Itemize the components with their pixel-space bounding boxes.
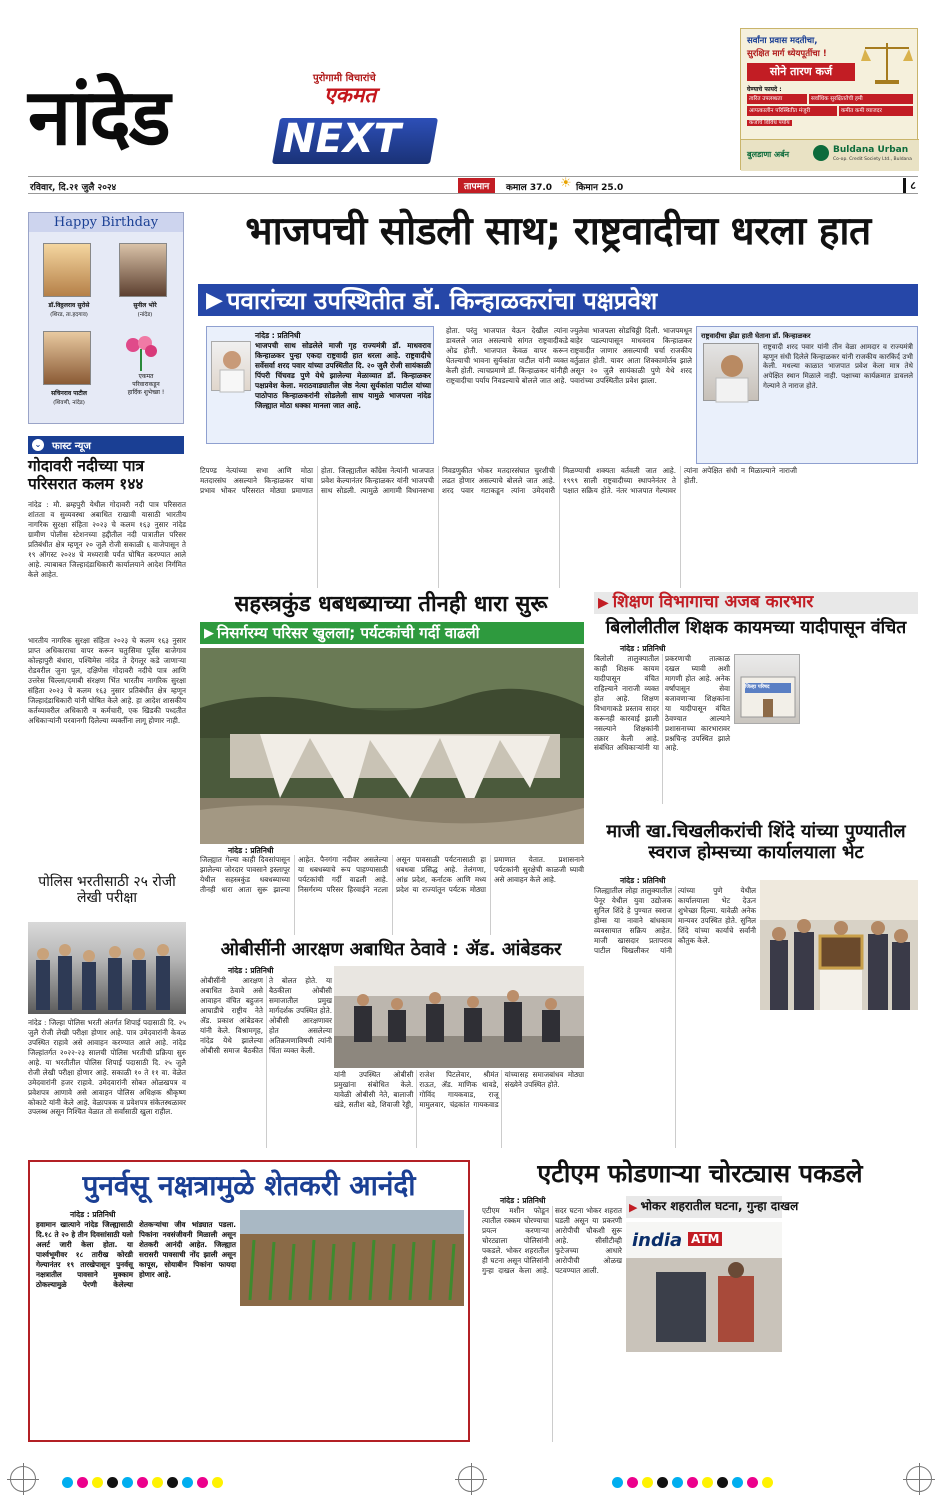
edu-body: बिलोली तालुक्यातील काही शिक्षक कायम यादीपासून वंचित राहिल्याने नाराजी व्यक्त होत आहे. शिक्षण विभागाकडे प्रस्ताव सादर करूनही कारवाई झाली नसल्याने शिक्षकांनी तक्रार केली आहे. संबंधित अधिकाऱ्यांनी या प्रकरणाची तात्काळ दखल घ्यावी अशी मागणी होत आहे. अनेक वर्षांपासून सेवा बजावणाऱ्या शिक्षकांना या यादीपासून वंचित ठेवण्यात आल्याने प्रशासनाच्या कारभारावर प्रश्नचिन्ह उपस्थित झाले आहे.	[594, 654, 730, 753]
lead-subhead: पवारांच्या उपस्थितीत डॉ. किन्हाळकरांचा पक्षप्रवेश	[226, 286, 658, 315]
date-strip	[28, 176, 918, 194]
temp-max: कमाल 37.0	[506, 183, 553, 193]
birthday-title: Happy Birthday	[29, 213, 183, 232]
flower-icon	[121, 335, 161, 371]
byline: नांदेड : प्रतिनिधी	[228, 846, 274, 855]
temp-label: तापमान	[458, 178, 495, 193]
waterfall-photo	[200, 648, 584, 844]
bank-name-en: Buldana Urban	[833, 145, 909, 155]
atm-sign-label: ATM	[688, 1232, 722, 1246]
ad-line2: सुरक्षित मार्ग ध्येयपूर्तीचा !	[747, 49, 827, 59]
avatar	[43, 331, 91, 385]
person-place: (शिवणी, नांदेड)	[53, 400, 85, 406]
triangle-icon: ▶	[206, 287, 223, 313]
print-color-bar	[0, 1464, 945, 1494]
registration-mark-icon	[458, 1466, 484, 1492]
ad-line1: सर्वांना प्रवास मदतीचा,	[747, 36, 818, 46]
person-place: (शिरड, ता.हदगाव)	[50, 312, 88, 318]
byline: नांदेड : प्रतिनिधी	[620, 876, 666, 885]
kinhalkar-photo	[703, 343, 759, 401]
obc-body: ओबीसींनी आरक्षण अबाधित ठेवावे असे आवाहन वंचित बहुजन आघाडीचे राष्ट्रीय नेते ॲड. प्रकाश आंबेडकर यांनी केले. विश्रामगृह, नांदेड येथे झालेल्या ओबीसी समाज बैठकीत ते बोलत होते. या बैठकीला ओबीसी समाजातील प्रमुख मार्गदर्शक उपस्थित होते. ओबीसी आरक्षणावर होत असलेल्या अतिक्रमणाविषयी त्यांनी चिंता व्यक्त केली.	[200, 976, 332, 1055]
triangle-icon: ▶	[204, 625, 214, 641]
ad-benefit-3: आपत्कालीन परिस्थितीत मंजुरी	[747, 106, 837, 116]
edu-label: शिक्षण विभागाचा अजब कारभार	[612, 592, 814, 613]
lead-intro-box	[206, 326, 434, 444]
birthday-box	[28, 212, 184, 424]
obc-photo	[334, 966, 584, 1068]
wish-line: परिवाराकडून	[132, 380, 160, 388]
person-name: डॉ.विठ्ठलराव सुरोसे	[48, 302, 90, 309]
godavari-body: भारतीय नागरिक सुरक्षा संहिता २०२३ चे कलम १६३ नुसार प्राप्त अधिकाराचा वापर करून चतुःसिमा पूर्वेस बाजेगाव कोल्हापुरी बंधारा, पश्चिमेस नांदेड ते देगलूर कडे जाणाऱ्या रोडवरील जुना पूल, दक्षिणेस गोदावरी नदीचे पात्र आणि उत्तरेस चिल्ला/दमाबी संरक्षण भिंत भारतीय नागरिक सुरक्षा संहिता २०२३ चे कलम १६३ नुसार प्रतिबंधीत क्षेत्र म्हणून जिल्हादंडाधिकारी यांनी घोषित केले आहे. हा आदेश शासकीय कर्तव्यावरील अधिकारी व कर्मचारी, एक खिडकी पध्दतीत अधिकाऱ्यांनी परवानगी दिलेल्या व्यक्तींना लागू होणार नाही.	[28, 636, 186, 725]
sun-icon: ☀	[560, 176, 572, 191]
bank-name-mr: बुलडाणा अर्बन	[747, 150, 790, 159]
tagline-brand: एकमत	[324, 83, 377, 107]
ad-benefit-4: कमीत कमी व्याजदर	[839, 106, 913, 116]
godavari-headline: गोदावरी नदीच्या पात्र परिसरात कलम १४४	[28, 457, 145, 493]
masthead-title: नांदेड	[28, 73, 169, 163]
bank-logo-icon	[813, 145, 829, 161]
byline: नांदेड : प्रतिनिधी	[620, 644, 666, 653]
farmers-lead: हवामान खात्याने नांदेड जिल्ह्यासाठी दि.१८ ते २० हे तीन दिवसांसाठी यलो अलर्ट जारी केला होता. या पार्श्वभूमीवर १८ तारीख कोरडी गेल्यानंतर १९ तारखेपासून पुनर्वसू नक्षत्रातील पावसाने मुक्काम ठोकल्यामुळे पेरणी केलेल्या शेतकऱ्यांचा जीव भांड्यात पडला. पिकांना नवसंजीवनी मिळाली असून शेतकरी आनंदी आहेत. जिल्ह्यात सरासरी पावसाची नोंद झाली असून कापूस, सोयाबीन पिकांना फायदा होणार आहे.	[36, 1220, 236, 1289]
ad-benefit-2: सर्वाधिक सुरक्षिततेची हमी	[809, 94, 913, 104]
ad-benefit-1: त्वरित उपलब्धता	[747, 94, 807, 104]
wish-line: एकमत	[138, 373, 154, 380]
scale-icon	[861, 37, 913, 87]
temp-min: किमान 25.0	[576, 183, 624, 193]
pawar-photo	[211, 341, 251, 391]
farmers-photo	[240, 1210, 464, 1306]
police-headline: पोलिस भरतीसाठी २५ रोजी लेखी परीक्षा	[38, 874, 176, 907]
chevron-down-icon: ⌄	[32, 439, 44, 451]
person-name: सचिनराव पाटील	[51, 390, 87, 397]
person-place: (नांदेड)	[137, 312, 153, 318]
police-photo	[28, 922, 186, 1014]
farmers-headline: पुनर्वसू नक्षत्रामुळे शेतकरी आनंदी	[82, 1169, 416, 1202]
atm-headline: एटीएम फोडणाऱ्या चोरट्यास पकडले	[537, 1159, 863, 1188]
byline: नांदेड : प्रतिनिधी	[500, 1196, 546, 1205]
byline: नांदेड : प्रतिनिधी	[70, 1210, 116, 1219]
shinde-photo	[760, 880, 918, 1010]
avatar	[119, 243, 167, 297]
obc-headline: ओबीसींनी आरक्षण अबाधित ठेवावे : ॲड. आंबेडकर	[220, 939, 562, 960]
obc-body: यांनी उपस्थित ओबीसी प्रमुखांना संबोधित केले. यावेळी ओबीसी नेते, बालाजी खंडे, सतीश बडे, शिवाजी रेड्डी, राजेश पिटलेवार, श्रीमंत राऊत, ॲड. माणिक थावडे, गोविंद गायकवाड, राजू मामुलवार, चंद्रकांत गायकवाड यांच्यासह समाजबांधव मोठ्या संख्येने उपस्थित होते.	[334, 1070, 584, 1109]
lead-intro: भाजपची साथ सोडलेले माजी गृह राज्यमंत्री डॉ. माधवराव किन्हाळकर पुन्हा एकदा राष्ट्रवादी हात धरला आहे. राष्ट्रवादीचे सर्वेसर्वा शरद पवार यांच्या उपस्थितीत दि. २० जुलै रोजी सायंकाळी पिंपरी चिंचवड पुणे येथे झालेल्या मेळाव्यात डॉ. किन्हाळकर पक्षप्रवेश केला. मराठवाड्यातील जेष्ठ नेत्या सुर्यकांता पाटील यांच्या पाठोपाठ किन्हाळकरांनी सोडलेली साथ यामुळे भाजपला नांदेड जिल्ह्यात मोठा धक्का मानला जात आहे.	[255, 341, 431, 411]
masthead-next: NEXT	[282, 116, 401, 162]
person-name: सुनील भोरे	[133, 302, 157, 309]
edu-photo	[734, 654, 800, 724]
lead-sidebar-text: राष्ट्रवादी शरद पवार यांनी तीन वेळा आमदार व राज्यमंत्री म्हणून संधी दिलेले किन्हाळकर यांनी राजकीय कारकिर्द उभी केली. मधल्या काळात भाजपात प्रवेश केला मात्र तेथे अपेक्षित स्थान मिळाले नाही. पक्षाच्या कार्यक्रमात डावलले गेल्याने ते नाराज होते.	[763, 343, 913, 390]
byline: नांदेड : प्रतिनिधी	[228, 966, 274, 975]
fast-news-label: फास्ट न्यूज	[52, 441, 91, 452]
edu-body-continued	[804, 644, 918, 804]
lead-column: होता. परंतु भाजपात येऊन देखील त्यांना डावलले जात असल्याचे सांगत राष्ट्रवादीकडे ओढ होती. भाजपात केवळ वापर करून घेतल्याची भावना सुर्यकांता पाटील यांनी व्यक्त केली होती. त्याचप्रमाणे डॉ. किन्हाळकर यांनीही राष्ट्रवादीचा पर्याय निवडल्याचे बोलले जात आहे.	[446, 326, 568, 385]
wishes	[111, 373, 181, 396]
shinde-headline: माजी खा.चिखलीकरांची शिंदे यांच्या पुण्यातील स्वराज होम्सच्या कार्यालयाला भेट	[606, 821, 906, 863]
page-number: ८	[903, 178, 916, 193]
avatar	[43, 243, 91, 297]
masthead-logo	[28, 73, 438, 168]
ad-bank-strip	[741, 139, 919, 171]
wish-line: हार्दिक शुभेच्छा !	[127, 388, 165, 396]
byline: नांदेड : प्रतिनिधी	[255, 331, 301, 340]
photo-caption: राष्ट्रवादीचा झेंडा हाती घेताना डॉ. किन्हाळकर	[701, 332, 811, 340]
farmers-body	[36, 1314, 466, 1438]
edu-photo-text: जिल्हा परिषद	[745, 684, 770, 690]
shinde-body: जिल्ह्यातील लोहा तालुक्यातील पेनूर येथील युवा उद्योजक सुनिल शिंदे हे पुण्यात स्वराज होम्स या नावाने बांधकाम व्यवसायात सक्रिय आहेत. माजी खासदार प्रतापराव पाटील चिखलीकर यांनी त्यांच्या पुणे येथील कार्यालयाला भेट देऊन शुभेच्छा दिल्या. यावेळी अनेक मान्यवर उपस्थित होते. सुनिल शिंदे यांच्या कार्याचे सर्वांनी कौतुक केले.	[594, 886, 756, 955]
bank-sub: Co-op. Credit Society Ltd., Buldana	[833, 157, 912, 162]
lead-lower-text: टिपण्ड नेत्यांच्या सभा आणि मोठा मतदारसंघ असल्याने किन्हाळकर यांचा प्रभाव भोकर परिसरात मोठ्या प्रमाणात होता. जिल्ह्यातील काँग्रेस नेत्यांनी भाजपात प्रवेश केल्यानंतर किन्हाळकर यांनी भाजपची साथ सोडली. त्यामुळे आगामी विधानसभा निवडणुकीत भोकर मतदारसंघात चुरशीची लढत होणार असल्याचे बोलले जात आहे. शरद पवार गटाकडून त्यांना उमेदवारी मिळण्याची शक्यता वर्तवली जात आहे. १९९९ साली राष्ट्रवादीच्या स्थापनेनंतर ते पक्षात सक्रिय होते. नंतर भाजपात गेल्यावर त्यांना अपेक्षित संधी न मिळाल्याने नाराजी होती.	[200, 466, 797, 495]
triangle-icon: ▶	[598, 595, 609, 611]
color-dots	[60, 1473, 225, 1492]
registration-mark-icon	[906, 1466, 932, 1492]
registration-mark-icon	[10, 1466, 36, 1492]
ad-benefit-5: कर्जाचे विविध पर्याय	[749, 120, 790, 126]
fast-news-band	[28, 436, 184, 454]
lead-column: ज्युलेवा भाजपला सोडचिठ्ठी दिली. भाजपमधून बाहेर पडल्यापासून माधवराव किन्हाळकर राष्ट्रवादीत जाणार असल्याची चर्चा राजकीय वर्तुळात होती. यावर आता शिक्कामोर्तब झाले असून २० जुलै सायंकाळी पुणे येथे शरद पवारांच्या उपस्थितीत प्रवेश झाला.	[570, 326, 692, 385]
issue-date: रविवार, दि.२१ जुलै २०२४	[30, 183, 117, 193]
atm-subhead: भोकर शहरातील घटना, गुन्हा दाखल	[640, 1199, 799, 1214]
godavari-body: नांदेड : मौ. ब्रम्हपुरी येथील गोदावरी नदी पात्र परिसरात शांतता व सुव्यवस्था अबाधित राखावी यासाठी भारतीय नागरिक सुरक्षा संहिता २०२३ चे कलम १६३ नुसार नांदेड ग्रामीण पोलीस स्टेशनच्या हद्दीतील नदी पात्रातील परिसर प्रतिबंधीत क्षेत्र म्हणून २० जुलै रोजी सकाळी ६ वाजेपासून ते १९ ऑगस्ट २०२४ चे मध्यरात्री पर्यंत घोषित करण्यात आले आहे. त्याबाबत जिल्हादंडाधिकारी कार्यालयाने आदेश निर्गमित केले आहेत.	[28, 500, 186, 579]
atm-photo	[626, 1222, 782, 1352]
lead-headline: भाजपची सोडली साथ; राष्ट्रवादीचा धरला हात	[245, 209, 871, 254]
lead-subhead-band	[198, 284, 918, 316]
atm-body: एटीएम मशीन फोडून त्यातील रक्कम चोरण्याचा प्रयत्न करणाऱ्या चोरट्याला पोलिसांनी पकडले. भोकर शहरातील ही घटना असून पोलिसांनी गुन्हा दाखल केला आहे. सदर घटना भोकर शहरात घडली असून या प्रकरणी आरोपीची चौकशी सुरू आहे. सीसीटीव्ही फुटेजच्या आधारे आरोपीची ओळख पटवण्यात आली.	[482, 1206, 622, 1275]
gold-loan-ad[interactable]	[740, 28, 918, 170]
atm-sign-text: india	[632, 1230, 683, 1251]
atm-subhead-band	[626, 1196, 799, 1218]
waterfall-body: जिल्ह्यात गेल्या काही दिवसांपासून झालेल्या जोरदार पावसाने इस्लापूर येथील सहस्त्रकुंड धबधब्याच्या तीनही धारा आता सुरू झाल्या आहेत. पैनगंगा नदीवर असलेल्या या धबधब्याचे रूप पाहण्यासाठी पर्यटकांची गर्दी वाढली आहे. निसर्गरम्य परिसर हिरवाईने नटला असून पावसाळी पर्यटनासाठी हा धबधबा प्रसिद्ध आहे. तेलंगणा, आंध्र प्रदेश, कर्नाटक आणि मध्य प्रदेश या राज्यांतून पर्यटक मोठ्या प्रमाणात येतात. प्रशासनाने पर्यटकांनी सुरक्षेची काळजी घ्यावी असे आवाहन केले आहे.	[200, 855, 584, 894]
tagline-top: पुरोगामी विचारांचे	[313, 73, 376, 84]
atm-body-continued	[786, 1196, 918, 1442]
police-body: नांदेड : जिल्हा पोलिस भरती अंतर्गत शिपाई पदासाठी दि. २५ जुलै रोजी लेखी परीक्षा होणार आहे. पात्र उमेदवारांनी केवळ उपस्थित राहावे असे आवाहन करण्यात आले आहे. नांदेड जिल्हांतर्गत २०२२-२३ सालची पोलिस भरतीची प्रक्रिया सुरु आहे. या भरतीतील पोलिस शिपाई पदासाठी दि. २५ जुलै रोजी लेखी परीक्षा होणार आहे. सकाळी १० ते ११ वा. वेळेत उमेदवारांनी हजर राहावे. उमेदवारांनी सोबत ओळखपत्र व प्रवेशपत्र आणावे असे आवाहन पोलिस अधिक्षक श्रीकृष्ण कोकाटे यांनी केले आहे. वेळापत्रक व प्रवेशपत्र संकेतस्थळावर उपलब्ध असून निश्चित वेळात तो सर्वांसाठी खुला राहील.	[28, 1018, 186, 1117]
shinde-body-continued	[760, 1014, 918, 1148]
color-dots	[610, 1473, 775, 1492]
waterfall-subhead: निसर्गरम्य परिसर खुलला; पर्यटकांची गर्दी वाढली	[217, 624, 480, 642]
ad-benefits-title: घेण्याचे फायदे :	[747, 86, 782, 93]
waterfall-subhead-band	[200, 622, 584, 644]
lead-sidebar	[696, 326, 918, 464]
farmers-box	[28, 1160, 470, 1442]
ad-main: सोने तारण कर्ज	[747, 63, 855, 81]
edu-label-band	[594, 592, 918, 614]
waterfall-headline: सहस्त्रकुंड धबधब्याच्या तीनही धारा सुरू	[234, 592, 548, 617]
triangle-icon: ▶	[629, 1200, 638, 1214]
edu-headline: बिलोलीतील शिक्षक कायमच्या यादीपासून वंचित	[605, 618, 907, 638]
